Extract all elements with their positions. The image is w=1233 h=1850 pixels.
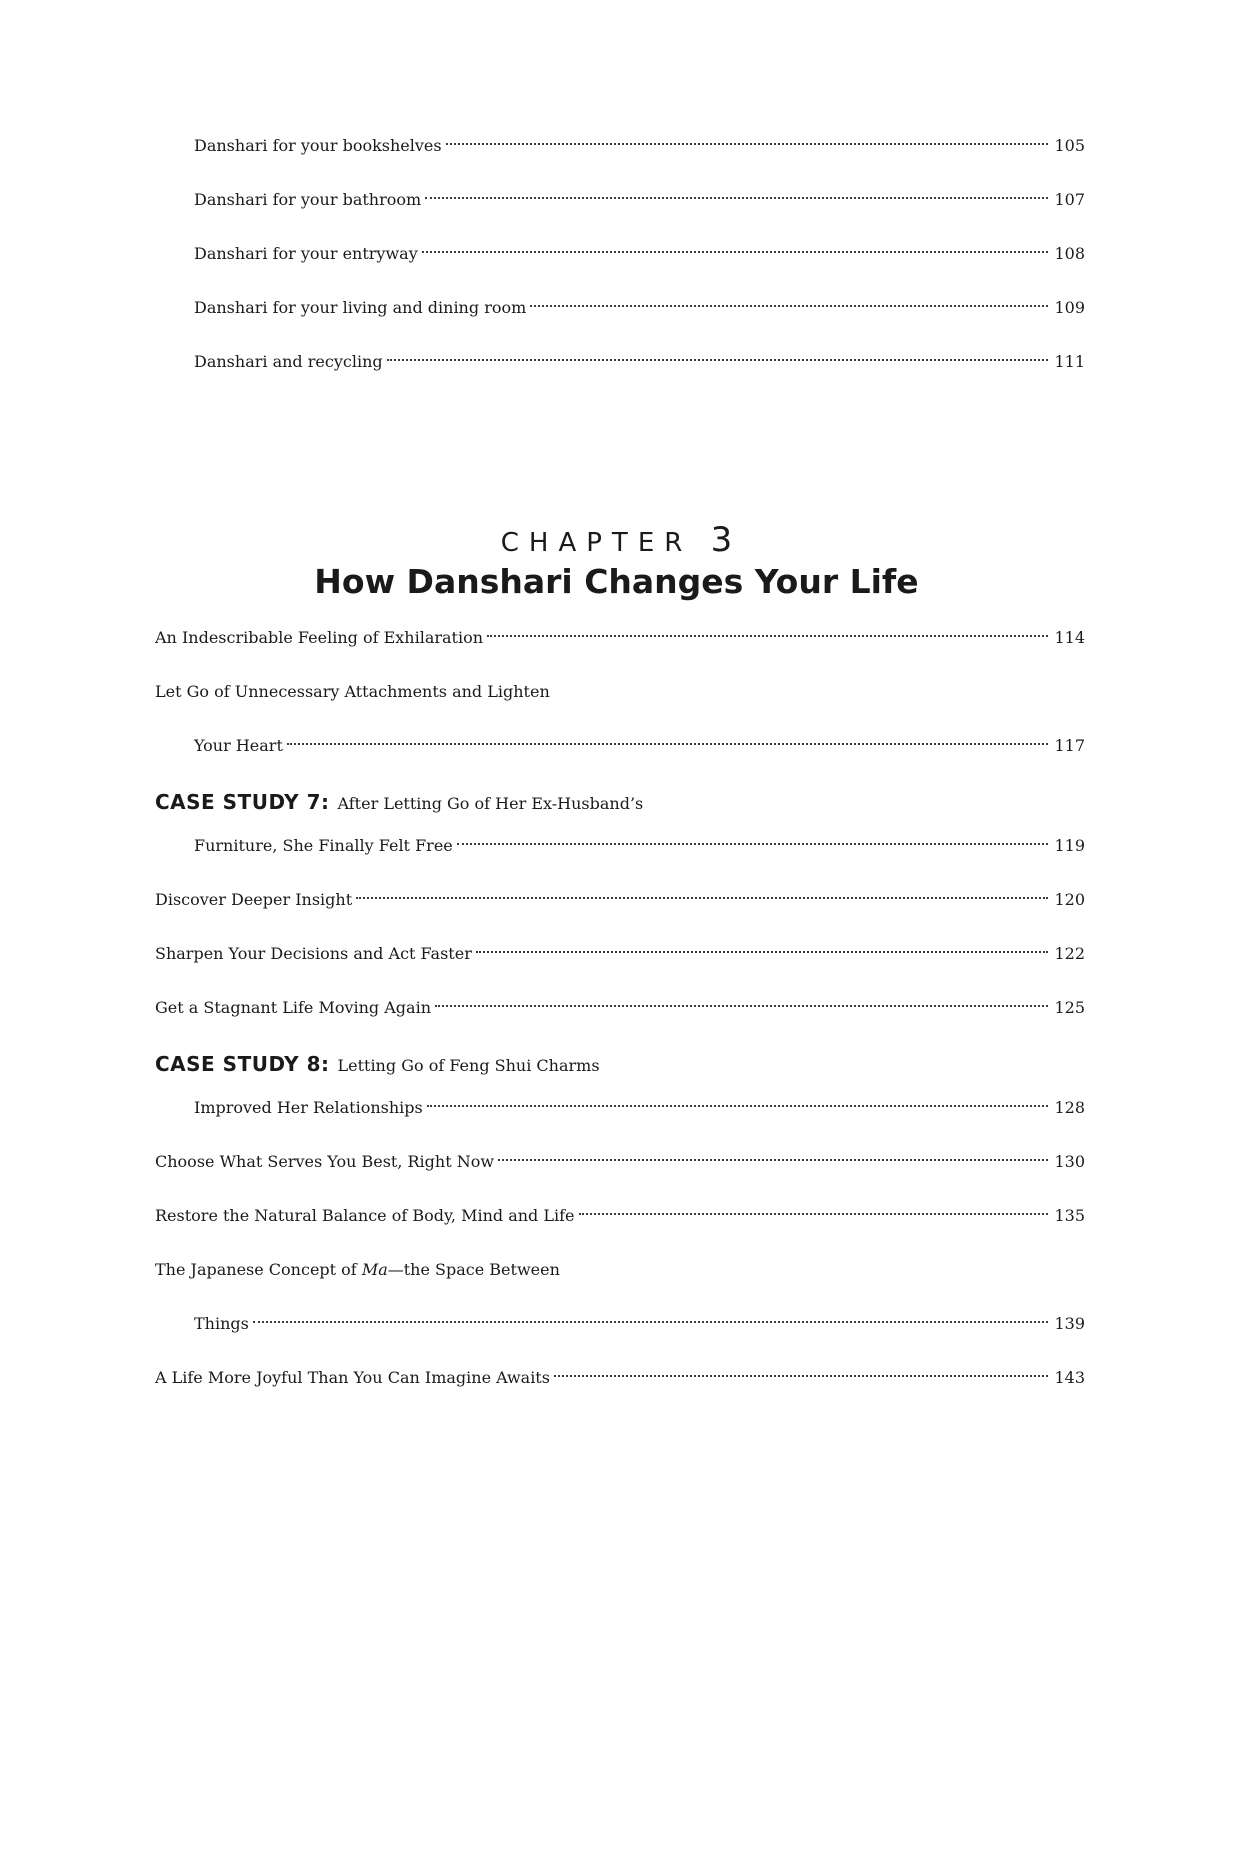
- entry-title: Danshari for your entryway: [194, 244, 418, 263]
- entry-title: Choose What Serves You Best, Right Now: [155, 1152, 495, 1171]
- entry-title-post: —the Space Between: [387, 1260, 560, 1279]
- toc-entry-joyful-life[interactable]: [155, 1368, 1085, 1387]
- entry-title: Sharpen Your Decisions and Act Faster: [155, 944, 472, 963]
- dot-leader: [387, 359, 1049, 361]
- toc-entry-ma-line1[interactable]: [155, 1260, 560, 1279]
- entry-title: Improved Her Relationships: [194, 1098, 423, 1117]
- page-number: 109: [1054, 298, 1085, 317]
- entry-title: Things: [194, 1314, 249, 1333]
- entry-title: Danshari for your bookshelves: [194, 136, 442, 155]
- entry-title: Danshari for your living and dining room: [194, 298, 527, 317]
- chapter-number: 3: [710, 520, 733, 560]
- dot-leader: [422, 251, 1049, 253]
- toc-entry-recycling[interactable]: [194, 352, 1085, 371]
- dot-leader: [446, 143, 1049, 145]
- page-number: 139: [1054, 1314, 1085, 1333]
- dot-leader: [554, 1375, 1049, 1377]
- dot-leader: [356, 897, 1048, 899]
- dot-leader: [579, 1213, 1049, 1215]
- entry-title: After Letting Go of Her Ex-Husband’s: [337, 794, 644, 813]
- dot-leader: [476, 951, 1049, 953]
- toc-entry-deeper-insight[interactable]: [155, 890, 1085, 909]
- entry-title: Letting Go of Feng Shui Charms: [337, 1056, 600, 1075]
- dot-leader: [530, 305, 1048, 307]
- entry-title: Discover Deeper Insight: [155, 890, 353, 909]
- toc-entry-let-go[interactable]: [194, 736, 1085, 755]
- case-study-label: CASE STUDY 8:: [155, 1052, 330, 1076]
- page-number: 108: [1054, 244, 1085, 263]
- page-number: 122: [1054, 944, 1085, 963]
- dot-leader: [498, 1159, 1048, 1161]
- toc-entry-living-dining[interactable]: [194, 298, 1085, 317]
- entry-title: Danshari and recycling: [194, 352, 383, 371]
- page-number: 117: [1054, 736, 1085, 755]
- dot-leader: [487, 635, 1048, 637]
- page-number: 111: [1054, 352, 1085, 371]
- toc-entry-let-go-line1[interactable]: Let Go of Unnecessary Attachments and Lighten: [155, 682, 550, 701]
- page-number: 143: [1054, 1368, 1085, 1387]
- dot-leader: [435, 1005, 1048, 1007]
- entry-title: A Life More Joyful Than You Can Imagine Awaits: [155, 1368, 550, 1387]
- chapter-word: CHAPTER: [500, 528, 693, 558]
- toc-entry-exhilaration[interactable]: [155, 628, 1085, 647]
- chapter-label: [0, 520, 1233, 560]
- toc-entry-stagnant-life[interactable]: [155, 998, 1085, 1017]
- dot-leader: [425, 197, 1048, 199]
- page-number: 114: [1054, 628, 1085, 647]
- toc-entry-bathroom[interactable]: [194, 190, 1085, 209]
- toc-entry-case-study-8-line1[interactable]: [155, 1052, 600, 1076]
- page-number: 105: [1054, 136, 1085, 155]
- dot-leader: [427, 1105, 1049, 1107]
- dot-leader: [457, 843, 1049, 845]
- toc-entry-natural-balance[interactable]: [155, 1206, 1085, 1225]
- chapter-title: How Danshari Changes Your Life: [314, 562, 919, 601]
- toc-entry-case-study-7[interactable]: [194, 836, 1085, 855]
- entry-title: Restore the Natural Balance of Body, Mind and Life: [155, 1206, 575, 1225]
- toc-entry-sharpen-decisions[interactable]: [155, 944, 1085, 963]
- entry-title: Danshari for your bathroom: [194, 190, 422, 209]
- entry-title: Furniture, She Finally Felt Free: [194, 836, 453, 855]
- dot-leader: [287, 743, 1049, 745]
- entry-title-italic: Ma: [361, 1260, 388, 1279]
- page-number: 119: [1054, 836, 1085, 855]
- entry-title-pre: The Japanese Concept of: [155, 1260, 362, 1279]
- toc-entry-case-study-7-line1[interactable]: [155, 790, 643, 814]
- toc-entry-entryway[interactable]: [194, 244, 1085, 263]
- entry-title: Get a Stagnant Life Moving Again: [155, 998, 432, 1017]
- dot-leader: [253, 1321, 1049, 1323]
- page-number: 125: [1054, 998, 1085, 1017]
- page-number: 128: [1054, 1098, 1085, 1117]
- toc-entry-bookshelves[interactable]: [194, 136, 1085, 155]
- toc-entry-ma[interactable]: [194, 1314, 1085, 1333]
- page-number: 120: [1054, 890, 1085, 909]
- toc-entry-case-study-8[interactable]: [194, 1098, 1085, 1117]
- entry-title: Your Heart: [194, 736, 283, 755]
- page-number: 107: [1054, 190, 1085, 209]
- toc-entry-choose-what-serves[interactable]: [155, 1152, 1085, 1171]
- page-number: 130: [1054, 1152, 1085, 1171]
- page-number: 135: [1054, 1206, 1085, 1225]
- case-study-label: CASE STUDY 7:: [155, 790, 330, 814]
- entry-title: An Indescribable Feeling of Exhilaration: [155, 628, 484, 647]
